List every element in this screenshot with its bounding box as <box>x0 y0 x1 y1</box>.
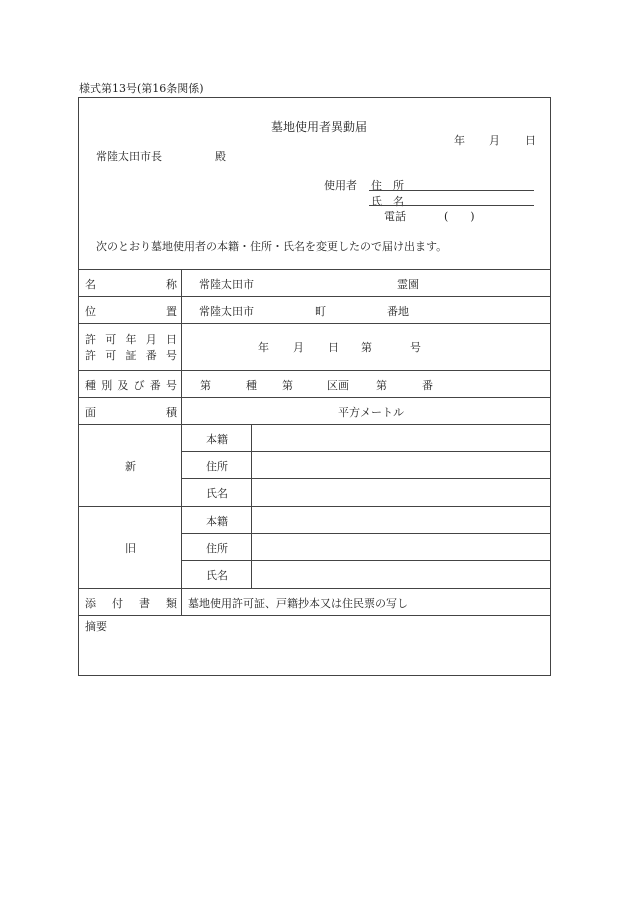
application-form <box>78 97 551 676</box>
permit-year: 年 <box>258 341 269 354</box>
label-column-divider <box>181 269 182 424</box>
addressee: 常陸太田市長 <box>96 150 162 163</box>
row-label: 位 置 <box>85 305 177 318</box>
number-prefix: 第 <box>376 379 387 392</box>
number-suffix: 番 <box>422 379 433 392</box>
form-title: 墓地使用者異動届 <box>271 120 368 134</box>
permit-no-suffix: 号 <box>410 341 421 354</box>
name-label: 氏 名 <box>371 195 404 208</box>
new-domicile-field[interactable] <box>252 424 550 451</box>
kind-suffix: 種 <box>246 379 257 392</box>
date-month-label: 月 <box>489 134 500 147</box>
row-label: 種 別 及 び 番 号 <box>85 379 177 392</box>
summary-area[interactable] <box>79 615 550 675</box>
new-address-field[interactable] <box>252 451 550 478</box>
old-block <box>79 506 550 589</box>
area-unit: 平方メートル <box>338 406 404 419</box>
new-name-field[interactable] <box>252 478 550 505</box>
new-address-label: 住所 <box>206 460 228 473</box>
name-field[interactable] <box>369 205 534 206</box>
row-area <box>79 397 550 425</box>
summary-label: 摘要 <box>85 620 107 633</box>
old-address-field[interactable] <box>252 533 550 560</box>
old-address-label: 住所 <box>206 542 228 555</box>
kind-prefix: 第 <box>200 379 211 392</box>
date-year-label: 年 <box>454 134 465 147</box>
old-domicile-label: 本籍 <box>206 515 228 528</box>
cemetery-city: 常陸太田市 <box>199 278 254 291</box>
old-domicile-field[interactable] <box>252 506 550 533</box>
attachments-value: 墓地使用許可証、戸籍抄本又は住民票の写し <box>188 597 408 610</box>
statement: 次のとおり墓地使用者の本籍・住所・氏名を変更したので届け出ます。 <box>96 240 448 253</box>
row-label: 名 称 <box>85 278 177 291</box>
old-label: 旧 <box>125 542 136 555</box>
old-name-label: 氏名 <box>206 569 228 582</box>
location-town: 町 <box>315 305 326 318</box>
honorific: 殿 <box>215 150 226 163</box>
row-permit <box>79 323 550 371</box>
new-name-label: 氏名 <box>206 487 228 500</box>
form-header <box>79 98 550 270</box>
area-suffix: 区画 <box>327 379 349 392</box>
row-label-permit-number: 許 可 証 番 号 <box>85 349 177 362</box>
row-label: 面 積 <box>85 406 177 419</box>
label-column-divider-attachments <box>181 588 182 615</box>
form-number-label: 様式第13号(第16条関係) <box>79 82 204 95</box>
row-label: 添 付 書 類 <box>85 597 177 610</box>
row-location <box>79 296 550 324</box>
permit-month: 月 <box>293 341 304 354</box>
applicant-label: 使用者 <box>324 179 357 192</box>
phone-field[interactable]: ( ) <box>444 210 475 223</box>
cemetery-suffix: 霊園 <box>397 278 419 291</box>
row-label-permit-date: 許 可 年 月 日 <box>85 333 177 346</box>
area-prefix: 第 <box>282 379 293 392</box>
address-label: 住 所 <box>371 179 404 192</box>
old-name-field[interactable] <box>252 560 550 587</box>
row-attachments <box>79 588 550 616</box>
row-cemetery-name <box>79 269 550 297</box>
permit-day: 日 <box>328 341 339 354</box>
address-field[interactable] <box>369 190 534 191</box>
phone-label: 電話 <box>384 210 406 223</box>
new-domicile-label: 本籍 <box>206 433 228 446</box>
new-block <box>79 424 550 507</box>
new-label: 新 <box>125 460 136 473</box>
date-day-label: 日 <box>525 134 536 147</box>
location-city: 常陸太田市 <box>199 305 254 318</box>
location-lot: 番地 <box>387 305 409 318</box>
permit-no-prefix: 第 <box>361 341 372 354</box>
row-type-number <box>79 370 550 398</box>
